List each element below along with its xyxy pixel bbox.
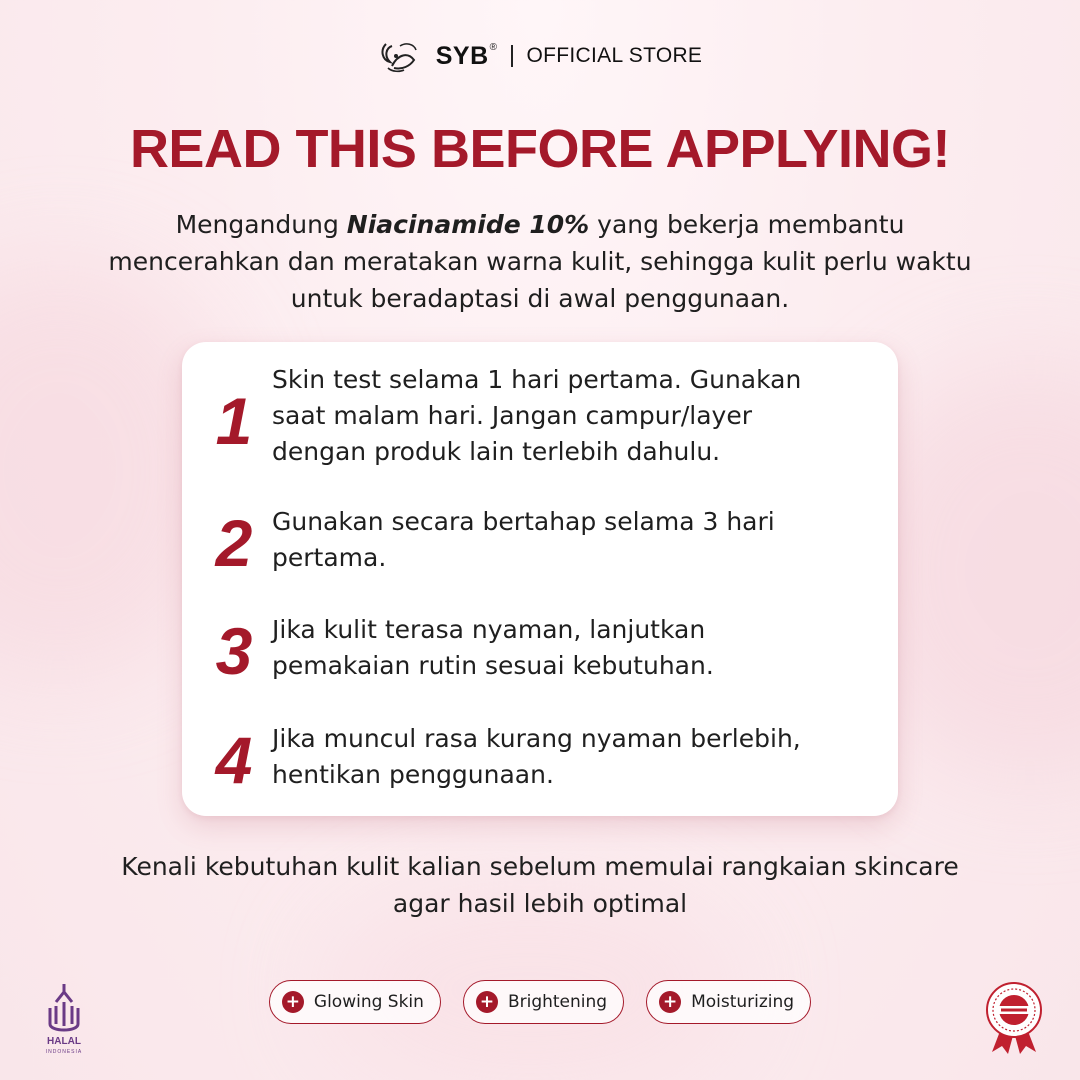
page-title: READ THIS BEFORE APPLYING! <box>129 119 951 179</box>
step-number: 4 <box>215 723 253 797</box>
step-item <box>182 721 898 797</box>
brand-header <box>0 34 1080 78</box>
brand-name: SYB <box>435 41 489 70</box>
plus-icon: + <box>659 991 681 1013</box>
quality-seal-icon <box>980 982 1048 1054</box>
tag-brightening[interactable] <box>463 980 624 1024</box>
benefit-tags <box>0 980 1080 1024</box>
steps-card <box>182 342 898 816</box>
tag-moisturizing[interactable] <box>646 980 811 1024</box>
intro-highlight: Niacinamide 10% <box>346 210 590 239</box>
plus-icon: + <box>476 991 498 1013</box>
step-number: 3 <box>215 614 253 688</box>
step-number: 2 <box>215 506 253 580</box>
intro-before: Mengandung <box>175 210 347 239</box>
registered-mark: ® <box>489 41 498 53</box>
brand-wordmark <box>436 42 497 71</box>
tag-glowing-skin[interactable] <box>269 980 441 1024</box>
step-item <box>182 612 898 688</box>
plus-icon: + <box>282 991 304 1013</box>
syb-logo-icon <box>378 36 426 76</box>
tag-label: Glowing Skin <box>313 992 424 1012</box>
step-item <box>182 504 898 580</box>
step-text: Gunakan secara bertahap selama 3 hari pertama. <box>272 507 775 572</box>
step-number: 1 <box>215 384 253 458</box>
halal-label: HALAL <box>47 1036 81 1047</box>
header-divider <box>511 45 513 67</box>
step-text: Jika kulit terasa nyaman, lanjutkan pemakaian rutin sesuai kebutuhan. <box>272 615 714 680</box>
halal-sub-label: INDONESIA <box>45 1049 83 1055</box>
tag-label: Moisturizing <box>691 992 795 1012</box>
official-store-label: OFFICIAL STORE <box>526 44 703 67</box>
tag-label: Brightening <box>507 992 608 1012</box>
intro-after: yang bekerja membantu mencerahkan dan meratakan warna kulit, sehingga kulit perlu waktu untuk beradaptasi di awal penggunaan. <box>108 210 972 313</box>
step-text: Jika muncul rasa kurang nyaman berlebih, hentikan penggunaan. <box>272 724 801 789</box>
step-text: Skin test selama 1 hari pertama. Gunakan saat malam hari. Jangan campur/layer dengan produk lain terlebih dahulu. <box>272 365 802 466</box>
intro-paragraph <box>90 206 990 317</box>
step-item <box>182 362 898 470</box>
outro-paragraph: Kenali kebutuhan kulit kalian sebelum memulai rangkaian skincare agar hasil lebih optimal <box>121 852 959 918</box>
